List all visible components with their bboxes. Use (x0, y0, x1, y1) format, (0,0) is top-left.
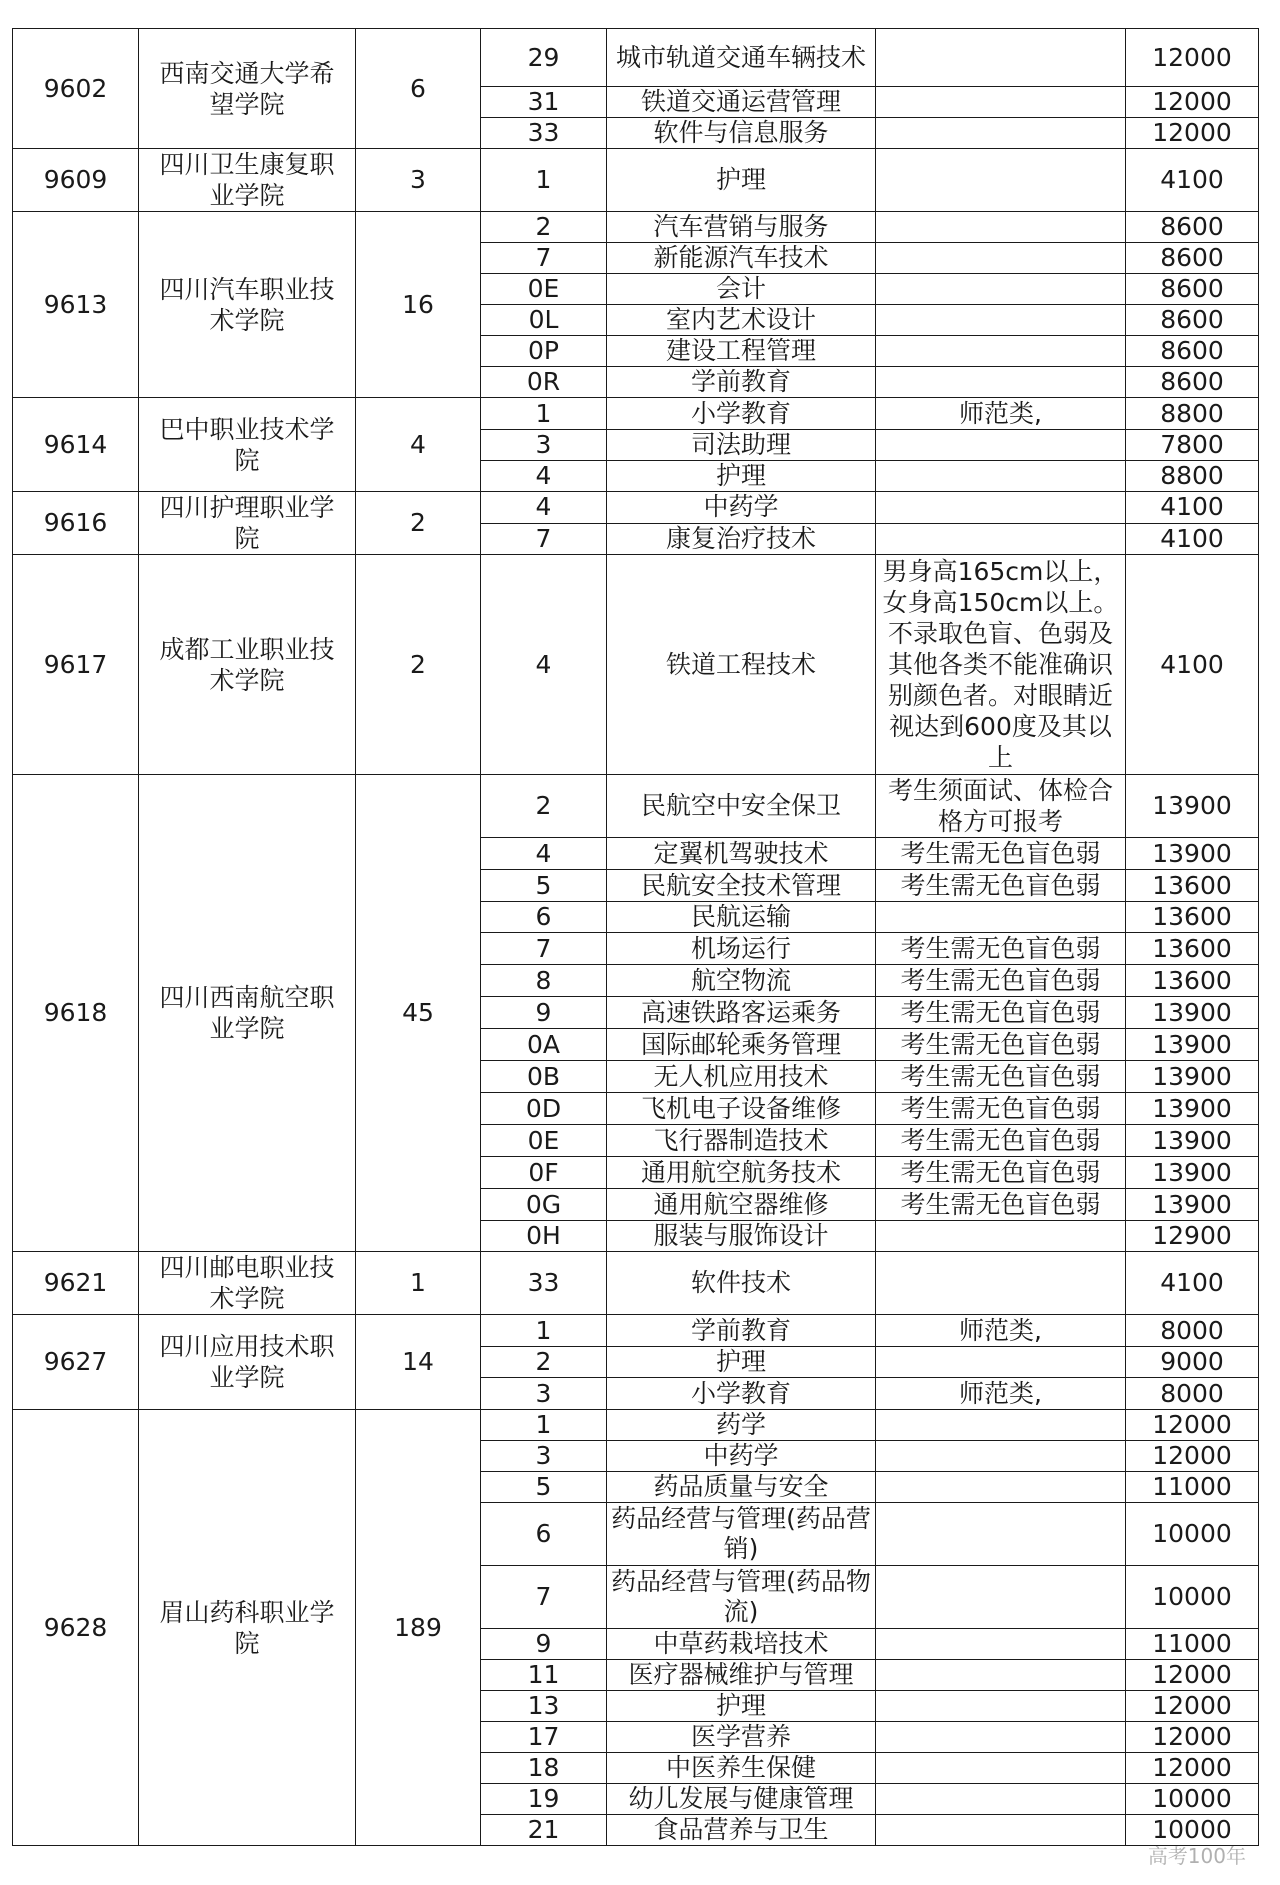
major-note: 考生须面试、体检合格方可报考 (876, 775, 1126, 838)
tuition-fee: 8800 (1126, 461, 1259, 492)
school-name: 四川邮电职业技术学院 (139, 1252, 356, 1315)
major-note (876, 430, 1126, 461)
major-code: 0R (481, 367, 607, 398)
major-name: 药品经营与管理(药品营销) (607, 1503, 876, 1566)
tuition-fee: 13900 (1126, 1189, 1259, 1221)
major-code: 29 (481, 29, 607, 87)
major-note (876, 212, 1126, 243)
major-name: 城市轨道交通车辆技术 (607, 29, 876, 87)
major-note (876, 523, 1126, 555)
major-name: 学前教育 (607, 367, 876, 398)
tuition-fee: 12000 (1126, 118, 1259, 149)
major-code: 33 (481, 118, 607, 149)
tuition-fee: 13900 (1126, 1029, 1259, 1061)
school-name: 眉山药科职业学院 (139, 1410, 356, 1846)
major-note: 师范类, (876, 1315, 1126, 1347)
major-name: 高速铁路客运乘务 (607, 997, 876, 1029)
major-note: 师范类, (876, 1378, 1126, 1410)
major-code: 17 (481, 1722, 607, 1753)
major-name: 通用航空航务技术 (607, 1157, 876, 1189)
plan-count: 4 (356, 398, 481, 492)
tuition-fee: 12000 (1126, 1722, 1259, 1753)
plan-count: 45 (356, 775, 481, 1252)
tuition-fee: 4100 (1126, 492, 1259, 524)
major-name: 室内艺术设计 (607, 305, 876, 336)
major-name: 汽车营销与服务 (607, 212, 876, 243)
major-note (876, 1691, 1126, 1722)
major-code: 2 (481, 212, 607, 243)
tuition-fee: 11000 (1126, 1629, 1259, 1660)
enrollment-table (12, 28, 1259, 1846)
tuition-fee: 12000 (1126, 1410, 1259, 1441)
major-name: 药品质量与安全 (607, 1472, 876, 1503)
tuition-fee: 10000 (1126, 1566, 1259, 1629)
major-note (876, 492, 1126, 524)
major-note: 师范类, (876, 398, 1126, 430)
major-note (876, 1441, 1126, 1472)
major-code: 31 (481, 87, 607, 118)
major-note (876, 367, 1126, 398)
tuition-fee: 9000 (1126, 1347, 1259, 1378)
major-note: 考生需无色盲色弱 (876, 1157, 1126, 1189)
tuition-fee: 4100 (1126, 1252, 1259, 1315)
major-note (876, 1629, 1126, 1660)
major-note: 考生需无色盲色弱 (876, 1189, 1126, 1221)
major-code: 5 (481, 870, 607, 902)
major-note (876, 118, 1126, 149)
major-note (876, 29, 1126, 87)
major-name: 民航安全技术管理 (607, 870, 876, 902)
table-row (13, 555, 1259, 775)
school-name: 成都工业职业技术学院 (139, 555, 356, 775)
major-name: 护理 (607, 149, 876, 212)
school-name: 四川汽车职业技术学院 (139, 212, 356, 398)
major-name: 软件与信息服务 (607, 118, 876, 149)
major-code: 1 (481, 1410, 607, 1441)
major-note (876, 1410, 1126, 1441)
major-name: 无人机应用技术 (607, 1061, 876, 1093)
major-code: 4 (481, 492, 607, 524)
table-row (13, 1252, 1259, 1315)
major-name: 康复治疗技术 (607, 523, 876, 555)
tuition-fee: 12900 (1126, 1221, 1259, 1252)
major-code: 7 (481, 1566, 607, 1629)
major-note: 考生需无色盲色弱 (876, 1093, 1126, 1125)
tuition-fee: 4100 (1126, 555, 1259, 775)
major-name: 软件技术 (607, 1252, 876, 1315)
major-note (876, 87, 1126, 118)
major-code: 7 (481, 243, 607, 274)
school-name: 四川卫生康复职业学院 (139, 149, 356, 212)
major-name: 小学教育 (607, 398, 876, 430)
major-note (876, 1753, 1126, 1784)
major-note (876, 1347, 1126, 1378)
plan-count: 2 (356, 492, 481, 555)
major-name: 护理 (607, 1691, 876, 1722)
major-code: 33 (481, 1252, 607, 1315)
tuition-fee: 13600 (1126, 933, 1259, 965)
major-note: 考生需无色盲色弱 (876, 965, 1126, 997)
major-name: 航空物流 (607, 965, 876, 997)
major-name: 机场运行 (607, 933, 876, 965)
tuition-fee: 8800 (1126, 398, 1259, 430)
major-code: 0E (481, 274, 607, 305)
major-name: 中药学 (607, 492, 876, 524)
major-note (876, 1815, 1126, 1846)
tuition-fee: 8600 (1126, 367, 1259, 398)
tuition-fee: 8600 (1126, 274, 1259, 305)
major-note: 考生需无色盲色弱 (876, 870, 1126, 902)
major-note: 考生需无色盲色弱 (876, 1061, 1126, 1093)
major-code: 7 (481, 933, 607, 965)
tuition-fee: 13900 (1126, 1061, 1259, 1093)
major-name: 会计 (607, 274, 876, 305)
major-name: 中药学 (607, 1441, 876, 1472)
major-note (876, 1566, 1126, 1629)
major-code: 0E (481, 1125, 607, 1157)
major-code: 19 (481, 1784, 607, 1815)
major-name: 新能源汽车技术 (607, 243, 876, 274)
major-name: 药学 (607, 1410, 876, 1441)
major-code: 2 (481, 1347, 607, 1378)
major-code: 0G (481, 1189, 607, 1221)
table-row (13, 1410, 1259, 1441)
tuition-fee: 13900 (1126, 1125, 1259, 1157)
major-code: 4 (481, 555, 607, 775)
major-note (876, 1472, 1126, 1503)
plan-count: 189 (356, 1410, 481, 1846)
major-note: 男身高165cm以上，女身高150cm以上。不录取色盲、色弱及其他各类不能准确识别颜色者。对眼睛近视达到600度及其以上 (876, 555, 1126, 775)
school-code: 9609 (13, 149, 139, 212)
tuition-fee: 13900 (1126, 997, 1259, 1029)
major-name: 中医养生保健 (607, 1753, 876, 1784)
school-code: 9618 (13, 775, 139, 1252)
tuition-fee: 8000 (1126, 1378, 1259, 1410)
major-code: 1 (481, 1315, 607, 1347)
major-name: 幼儿发展与健康管理 (607, 1784, 876, 1815)
major-code: 13 (481, 1691, 607, 1722)
major-note: 考生需无色盲色弱 (876, 933, 1126, 965)
tuition-fee: 12000 (1126, 1441, 1259, 1472)
major-code: 0P (481, 336, 607, 367)
major-name: 服装与服饰设计 (607, 1221, 876, 1252)
tuition-fee: 8600 (1126, 243, 1259, 274)
tuition-fee: 8600 (1126, 336, 1259, 367)
major-note (876, 1503, 1126, 1566)
major-code: 5 (481, 1472, 607, 1503)
plan-count: 1 (356, 1252, 481, 1315)
major-code: 11 (481, 1660, 607, 1691)
major-code: 8 (481, 965, 607, 997)
major-name: 铁道工程技术 (607, 555, 876, 775)
major-code: 6 (481, 1503, 607, 1566)
tuition-fee: 8600 (1126, 212, 1259, 243)
school-name: 四川护理职业学院 (139, 492, 356, 555)
school-code: 9621 (13, 1252, 139, 1315)
major-note (876, 1784, 1126, 1815)
major-code: 0L (481, 305, 607, 336)
plan-count: 16 (356, 212, 481, 398)
major-name: 国际邮轮乘务管理 (607, 1029, 876, 1061)
tuition-fee: 13600 (1126, 870, 1259, 902)
major-name: 司法助理 (607, 430, 876, 461)
major-note: 考生需无色盲色弱 (876, 1029, 1126, 1061)
tuition-fee: 4100 (1126, 149, 1259, 212)
major-code: 0A (481, 1029, 607, 1061)
major-code: 0B (481, 1061, 607, 1093)
school-name: 四川西南航空职业学院 (139, 775, 356, 1252)
tuition-fee: 11000 (1126, 1472, 1259, 1503)
major-code: 0H (481, 1221, 607, 1252)
tuition-fee: 7800 (1126, 430, 1259, 461)
major-note (876, 902, 1126, 933)
major-note (876, 274, 1126, 305)
school-code: 9627 (13, 1315, 139, 1410)
major-code: 4 (481, 461, 607, 492)
table-row (13, 29, 1259, 87)
tuition-fee: 10000 (1126, 1503, 1259, 1566)
major-code: 6 (481, 902, 607, 933)
plan-count: 6 (356, 29, 481, 149)
major-name: 定翼机驾驶技术 (607, 838, 876, 870)
major-code: 1 (481, 398, 607, 430)
tuition-fee: 13900 (1126, 775, 1259, 838)
tuition-fee: 12000 (1126, 29, 1259, 87)
major-note (876, 1660, 1126, 1691)
table-row (13, 212, 1259, 243)
tuition-fee: 12000 (1126, 1691, 1259, 1722)
major-name: 食品营养与卫生 (607, 1815, 876, 1846)
tuition-fee: 10000 (1126, 1784, 1259, 1815)
tuition-fee: 10000 (1126, 1815, 1259, 1846)
school-code: 9628 (13, 1410, 139, 1846)
major-name: 药品经营与管理(药品物流) (607, 1566, 876, 1629)
school-name: 西南交通大学希望学院 (139, 29, 356, 149)
major-code: 0D (481, 1093, 607, 1125)
major-code: 9 (481, 1629, 607, 1660)
major-code: 3 (481, 1441, 607, 1472)
table-row (13, 492, 1259, 524)
table-row (13, 1315, 1259, 1347)
school-name: 四川应用技术职业学院 (139, 1315, 356, 1410)
school-code: 9616 (13, 492, 139, 555)
tuition-fee: 13900 (1126, 1157, 1259, 1189)
tuition-fee: 12000 (1126, 87, 1259, 118)
major-name: 医学营养 (607, 1722, 876, 1753)
tuition-fee: 12000 (1126, 1660, 1259, 1691)
tuition-fee: 12000 (1126, 1753, 1259, 1784)
major-name: 飞行器制造技术 (607, 1125, 876, 1157)
major-code: 3 (481, 430, 607, 461)
major-name: 飞机电子设备维修 (607, 1093, 876, 1125)
plan-count: 3 (356, 149, 481, 212)
major-name: 中草药栽培技术 (607, 1629, 876, 1660)
major-code: 0F (481, 1157, 607, 1189)
major-note (876, 149, 1126, 212)
major-code: 4 (481, 838, 607, 870)
major-name: 建设工程管理 (607, 336, 876, 367)
major-code: 9 (481, 997, 607, 1029)
tuition-fee: 13600 (1126, 965, 1259, 997)
major-code: 21 (481, 1815, 607, 1846)
major-note (876, 243, 1126, 274)
major-name: 民航空中安全保卫 (607, 775, 876, 838)
school-code: 9614 (13, 398, 139, 492)
tuition-fee: 8000 (1126, 1315, 1259, 1347)
major-note (876, 1252, 1126, 1315)
tuition-fee: 13900 (1126, 1093, 1259, 1125)
major-note (876, 1221, 1126, 1252)
table-row (13, 398, 1259, 430)
table-row (13, 775, 1259, 838)
major-name: 铁道交通运营管理 (607, 87, 876, 118)
major-code: 3 (481, 1378, 607, 1410)
enrollment-plan-document (12, 28, 1258, 1846)
major-note (876, 461, 1126, 492)
major-note: 考生需无色盲色弱 (876, 997, 1126, 1029)
school-code: 9617 (13, 555, 139, 775)
major-code: 2 (481, 775, 607, 838)
watermark: 高考100年 (1147, 1844, 1246, 1868)
major-note: 考生需无色盲色弱 (876, 838, 1126, 870)
major-name: 通用航空器维修 (607, 1189, 876, 1221)
major-note (876, 1722, 1126, 1753)
major-code: 7 (481, 523, 607, 555)
major-name: 学前教育 (607, 1315, 876, 1347)
school-code: 9602 (13, 29, 139, 149)
major-name: 民航运输 (607, 902, 876, 933)
major-code: 18 (481, 1753, 607, 1784)
plan-count: 2 (356, 555, 481, 775)
major-code: 1 (481, 149, 607, 212)
school-name: 巴中职业技术学院 (139, 398, 356, 492)
plan-count: 14 (356, 1315, 481, 1410)
major-note (876, 336, 1126, 367)
school-code: 9613 (13, 212, 139, 398)
major-name: 护理 (607, 1347, 876, 1378)
major-name: 医疗器械维护与管理 (607, 1660, 876, 1691)
tuition-fee: 8600 (1126, 305, 1259, 336)
major-name: 小学教育 (607, 1378, 876, 1410)
tuition-fee: 13900 (1126, 838, 1259, 870)
major-name: 护理 (607, 461, 876, 492)
tuition-fee: 4100 (1126, 523, 1259, 555)
major-note: 考生需无色盲色弱 (876, 1125, 1126, 1157)
table-row (13, 149, 1259, 212)
tuition-fee: 13600 (1126, 902, 1259, 933)
major-note (876, 305, 1126, 336)
